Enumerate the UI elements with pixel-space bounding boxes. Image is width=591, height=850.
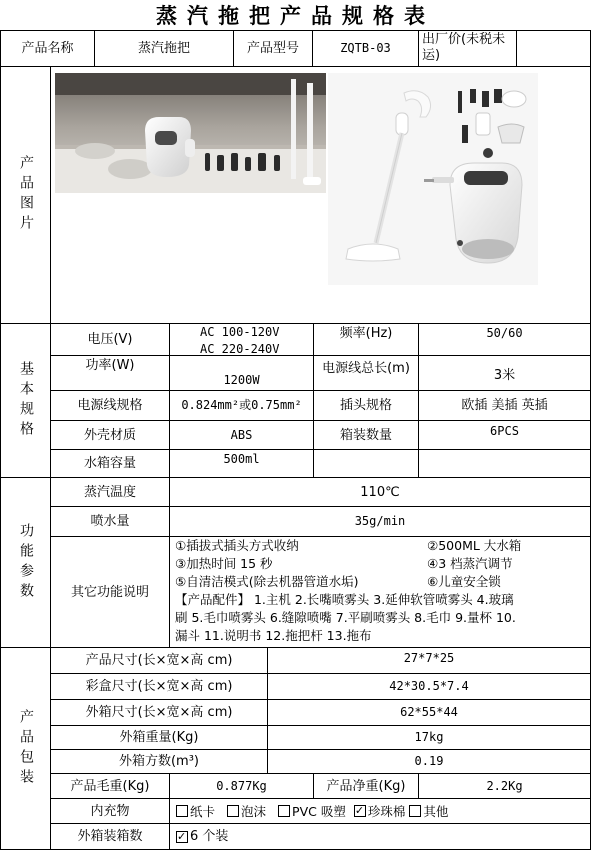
other-functions-label: 其它功能说明 [70, 584, 149, 600]
net-weight-label: 产品净重(Kg) [326, 778, 406, 794]
carton-weight-value: 17kg [414, 730, 444, 744]
checkbox-icon [176, 805, 188, 817]
carton-volume-label: 外箱方数(m³) [118, 754, 200, 769]
tank-value: 500ml [223, 451, 260, 466]
accessories-line-3: 漏斗 11.说明书 12.拖把杆 13.拖布 [175, 628, 372, 643]
product-lifestyle-photo [55, 73, 326, 193]
feature-4: ④3 档蒸汽调节 [427, 556, 513, 571]
housing-value: ABS [230, 427, 253, 442]
feature-6: ⑥儿童安全锁 [427, 574, 501, 589]
outer-count-label: 外箱装箱数 [77, 829, 143, 844]
spray-value: 35g/min [354, 514, 406, 528]
accessories-line-1: 【产品配件】 1.主机 2.长嘴喷雾头 3.延伸软管喷雾头 4.玻璃 [175, 592, 514, 607]
carton-weight-label: 外箱重量(Kg) [119, 730, 199, 745]
product-size-value: 27*7*25 [403, 650, 455, 665]
option-label: 泡沫 [241, 803, 267, 819]
color-box-value: 42*30.5*7.4 [389, 679, 469, 693]
factory-price-label: 出厂价(未税未运) [422, 32, 506, 63]
basic-specs-section-label: 基本规格 [18, 360, 34, 441]
plug-label: 插头规格 [339, 398, 392, 413]
feature-5: ⑤自清洁模式(除去机器管道水垢) [175, 574, 359, 589]
checked-checkbox-icon [354, 805, 366, 817]
carton-size-label: 外箱尺寸(长×宽×高 cm) [85, 705, 233, 720]
option-pearl-cotton[interactable] [354, 803, 406, 820]
page-title: 蒸汽拖把产品规格表 [156, 2, 435, 28]
housing-label: 外壳材质 [83, 427, 136, 443]
factory-price-value [517, 31, 590, 66]
product-model-value: ZQTB-03 [340, 41, 391, 55]
feature-3: ③加热时间 15 秒 [175, 556, 273, 571]
cord-spec-value: 0.824mm²或0.75mm² [181, 398, 302, 412]
voltage-label: 电压(V) [87, 332, 133, 347]
option-label: 纸卡 [190, 803, 216, 819]
inner-fill-label: 内充物 [90, 803, 130, 819]
option-paper-card[interactable] [176, 803, 215, 820]
power-label: 功率(W) [85, 357, 135, 373]
checkbox-icon [227, 805, 239, 817]
option-pvc-blister[interactable] [278, 803, 346, 820]
product-size-label: 产品尺寸(长×宽×高 cm) [85, 653, 233, 668]
functions-section-label: 功能参数 [18, 522, 34, 603]
outer-count-value [170, 824, 590, 849]
cord-length-value: 3米 [493, 367, 516, 383]
product-name-value: 蒸汽拖把 [137, 41, 190, 56]
accessories-line-2: 刷 5.毛巾喷雾头 6.缝隙喷嘴 7.平刷喷雾头 8.毛巾 9.量杯 10. [175, 610, 516, 625]
features-block [175, 537, 587, 647]
option-other[interactable] [409, 803, 448, 820]
voltage-value [200, 324, 313, 355]
carton-size-value: 62*55*44 [400, 705, 458, 719]
packaging-section-label: 产品包装 [18, 708, 34, 789]
feature-2: ②500ML 大水箱 [427, 538, 522, 553]
frequency-label: 频率(Hz) [339, 325, 393, 341]
cord-spec-label: 电源线规格 [77, 398, 143, 413]
product-name-label: 产品名称 [21, 41, 74, 56]
box-qty-value: 6PCS [490, 423, 519, 438]
product-model-label: 产品型号 [246, 41, 299, 56]
net-weight-value: 2.2Kg [486, 778, 523, 793]
frequency-value: 50/60 [486, 325, 523, 340]
option-label: 珍珠棉 [367, 803, 406, 819]
voltage-value-1: AC 100-120V [200, 325, 280, 339]
voltage-value-2: AC 220-240V [200, 342, 280, 356]
outer-count-text: 6 个装 [190, 829, 229, 844]
steam-temp-value: 110℃ [360, 484, 400, 500]
tank-label: 水箱容量 [83, 456, 136, 471]
spray-label: 喷水量 [90, 514, 130, 529]
option-label: 其他 [423, 803, 449, 819]
color-box-label: 彩盒尺寸(长×宽×高 cm) [85, 679, 233, 694]
feature-1: ①插拔式插头方式收纳 [175, 538, 299, 553]
checkbox-icon [278, 805, 290, 817]
product-studio-photo [328, 73, 538, 285]
plug-value: 欧插 美插 英插 [461, 398, 548, 413]
steam-temp-label: 蒸汽温度 [83, 484, 136, 500]
inner-fill-options [170, 799, 590, 823]
option-label: PVC 吸塑 [292, 803, 346, 819]
checked-checkbox-icon [176, 831, 188, 843]
power-value: 1200W [223, 372, 260, 387]
checkbox-icon [409, 805, 421, 817]
cord-length-label: 电源线总长(m) [322, 360, 410, 376]
box-qty-label: 箱装数量 [339, 427, 392, 443]
gross-weight-value: 0.877Kg [216, 778, 267, 793]
gross-weight-label: 产品毛重(Kg) [70, 778, 150, 794]
carton-volume-value: 0.19 [414, 754, 444, 768]
option-foam[interactable] [227, 803, 266, 820]
product-images-section-label: 产品图片 [18, 155, 34, 235]
